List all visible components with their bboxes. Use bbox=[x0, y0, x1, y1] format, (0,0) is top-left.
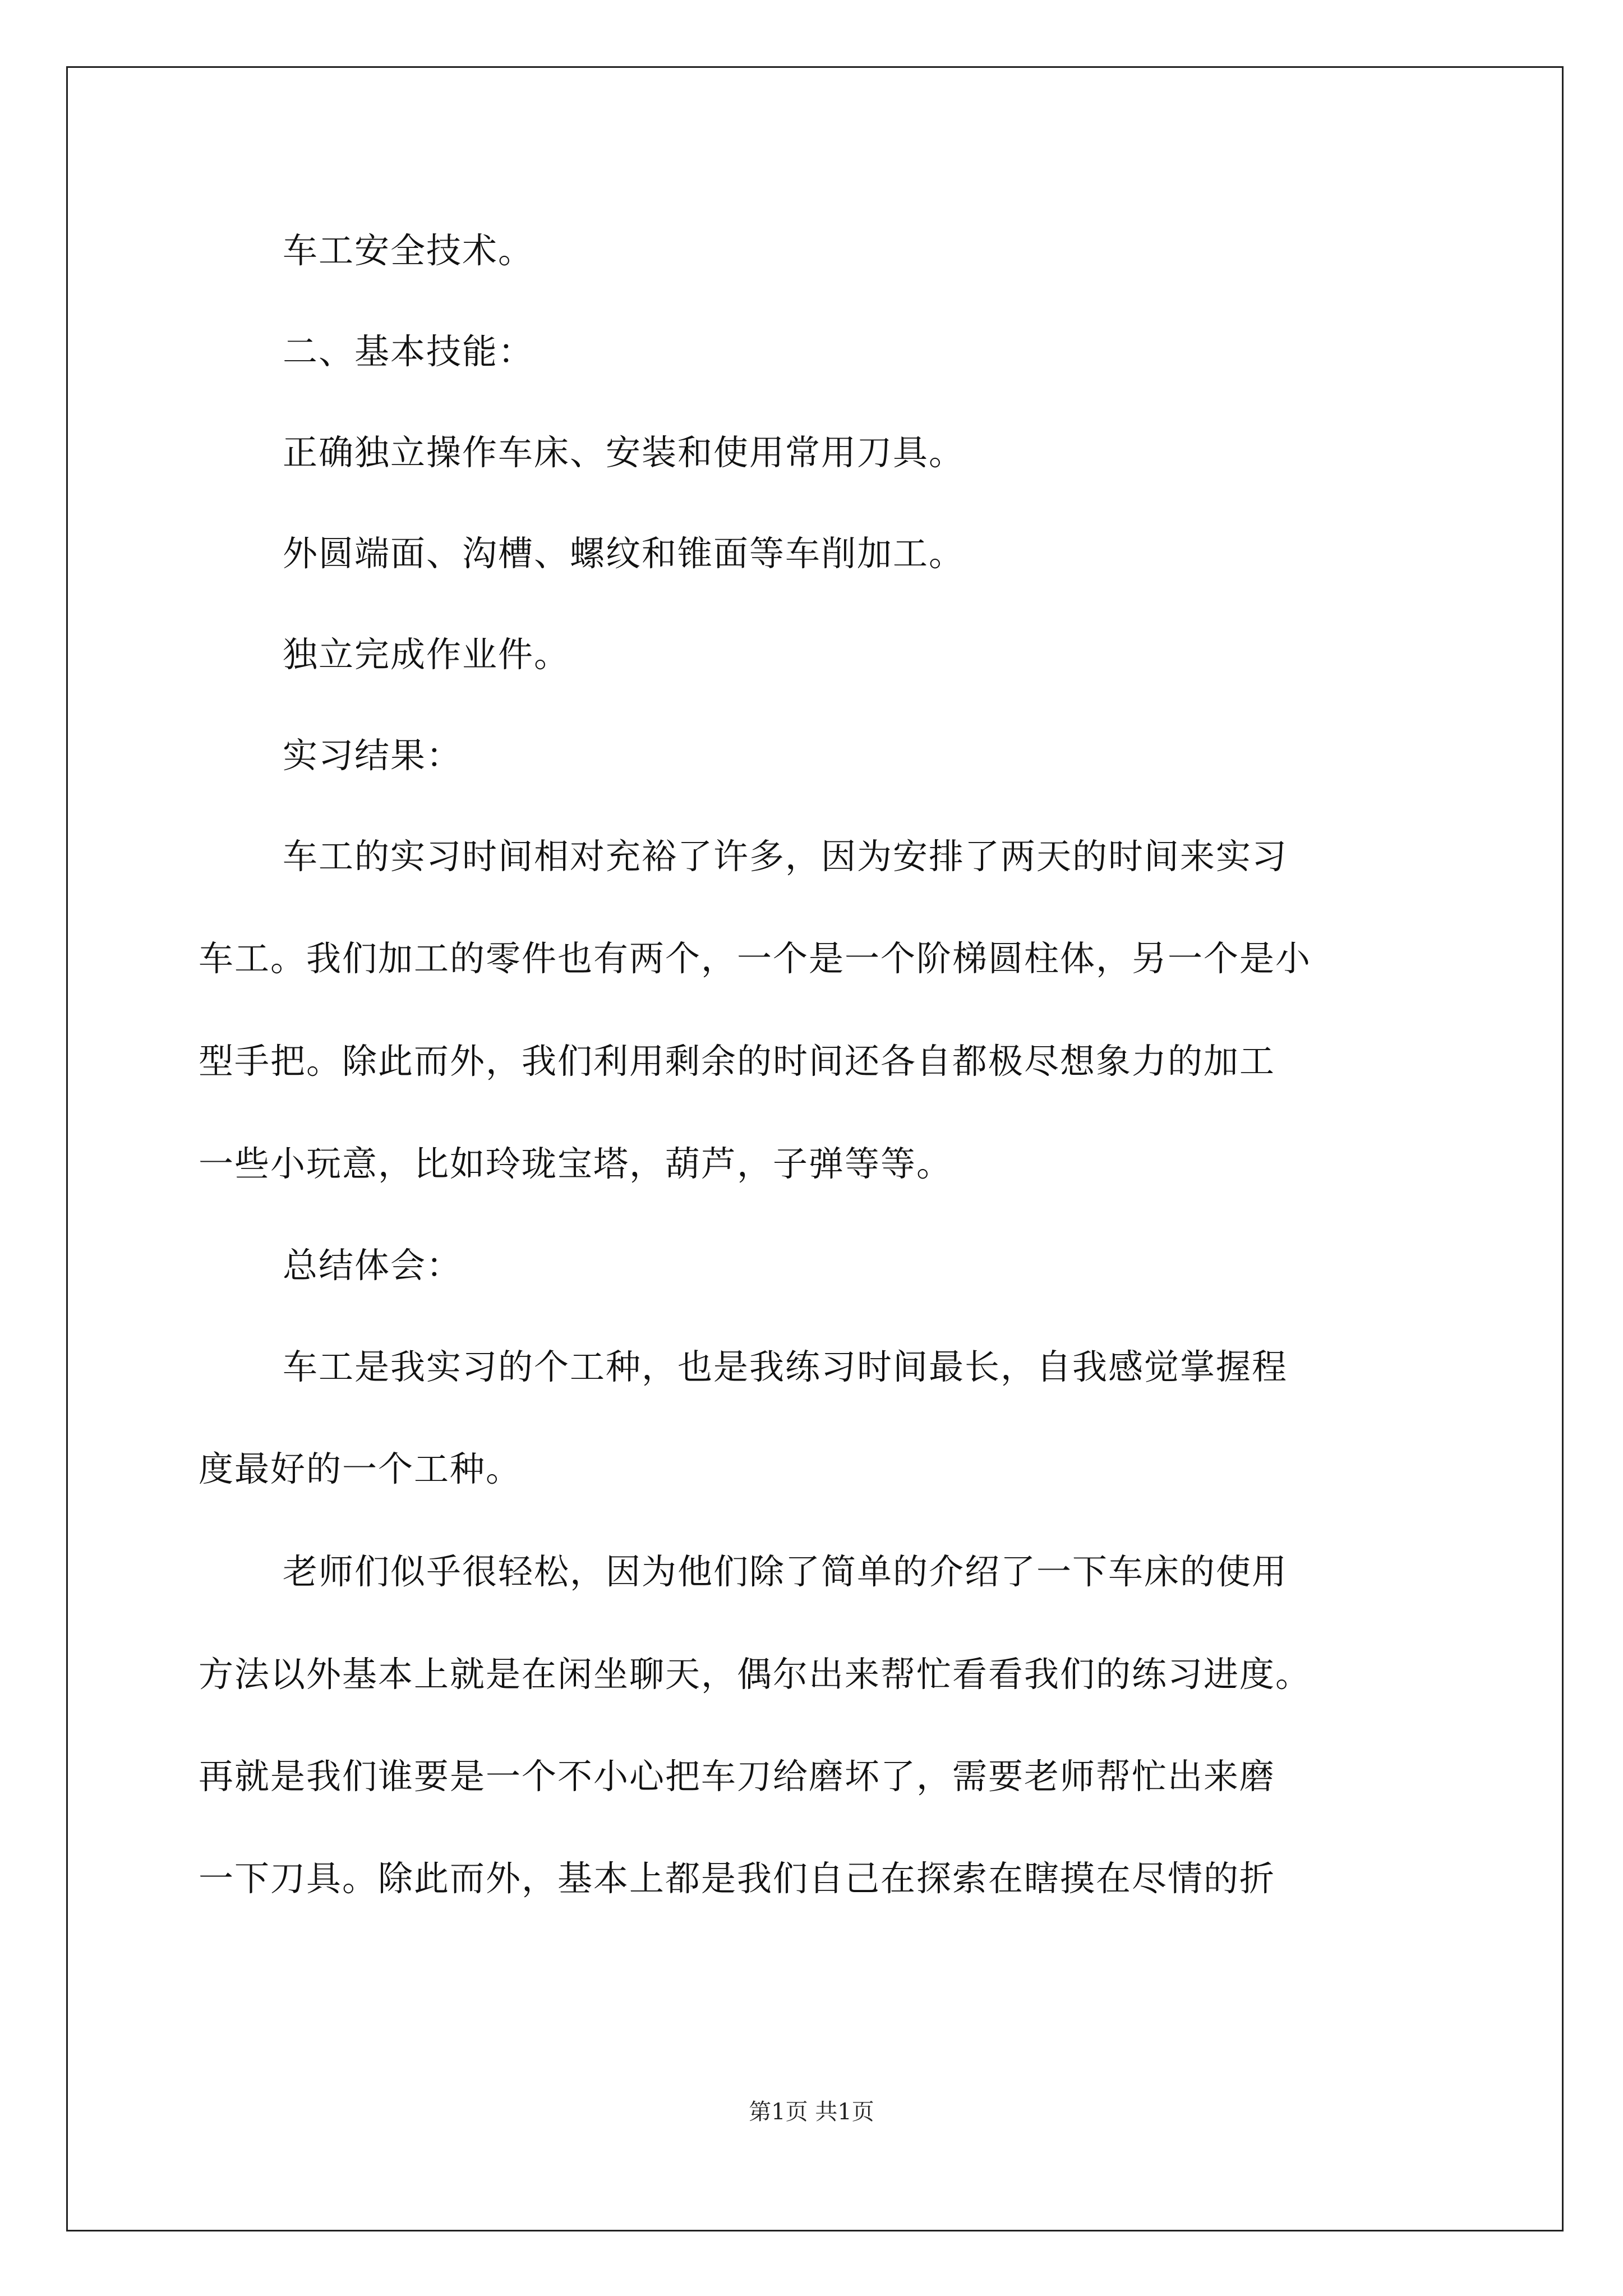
text-line-12: 车工是我实习的个工种，也是我练习时间最长，自我感觉掌握程 bbox=[283, 1346, 1288, 1387]
text-line-6: 实习结果： bbox=[283, 735, 463, 776]
text-line-10: 一些小玩意，比如玲珑宝塔，葫芦，子弹等等。 bbox=[199, 1143, 953, 1184]
text-line-8: 车工。我们加工的零件也有两个，一个是一个阶梯圆柱体，另一个是小 bbox=[199, 938, 1312, 979]
text-line-3: 正确独立操作车床、安装和使用常用刀具。 bbox=[283, 432, 965, 473]
text-line-1: 车工安全技术。 bbox=[283, 230, 534, 271]
text-line-17: 一下刀具。除此而外，基本上都是我们自己在探索在瞎摸在尽情的折 bbox=[199, 1858, 1276, 1899]
text-line-15: 方法以外基本上就是在闲坐聊天，偶尔出来帮忙看看我们的练习进度。 bbox=[199, 1654, 1312, 1695]
text-line-4: 外圆端面、沟槽、螺纹和锥面等车削加工。 bbox=[283, 533, 965, 574]
text-line-16: 再就是我们谁要是一个不小心把车刀给磨坏了，需要老师帮忙出来磨 bbox=[199, 1756, 1276, 1797]
text-line-7: 车工的实习时间相对充裕了许多，因为安排了两天的时间来实习 bbox=[283, 836, 1288, 877]
text-line-9: 型手把。除此而外，我们利用剩余的时间还各自都极尽想象力的加工 bbox=[199, 1041, 1276, 1082]
page-footer: 第1页 共1页 bbox=[749, 2099, 874, 2125]
text-line-14: 老师们似乎很轻松，因为他们除了简单的介绍了一下车床的使用 bbox=[283, 1551, 1288, 1592]
text-line-5: 独立完成作业件。 bbox=[283, 634, 570, 675]
text-line-2: 二、基本技能： bbox=[283, 331, 534, 372]
text-line-13: 度最好的一个工种。 bbox=[199, 1448, 522, 1489]
text-line-11: 总结体会： bbox=[283, 1245, 463, 1286]
